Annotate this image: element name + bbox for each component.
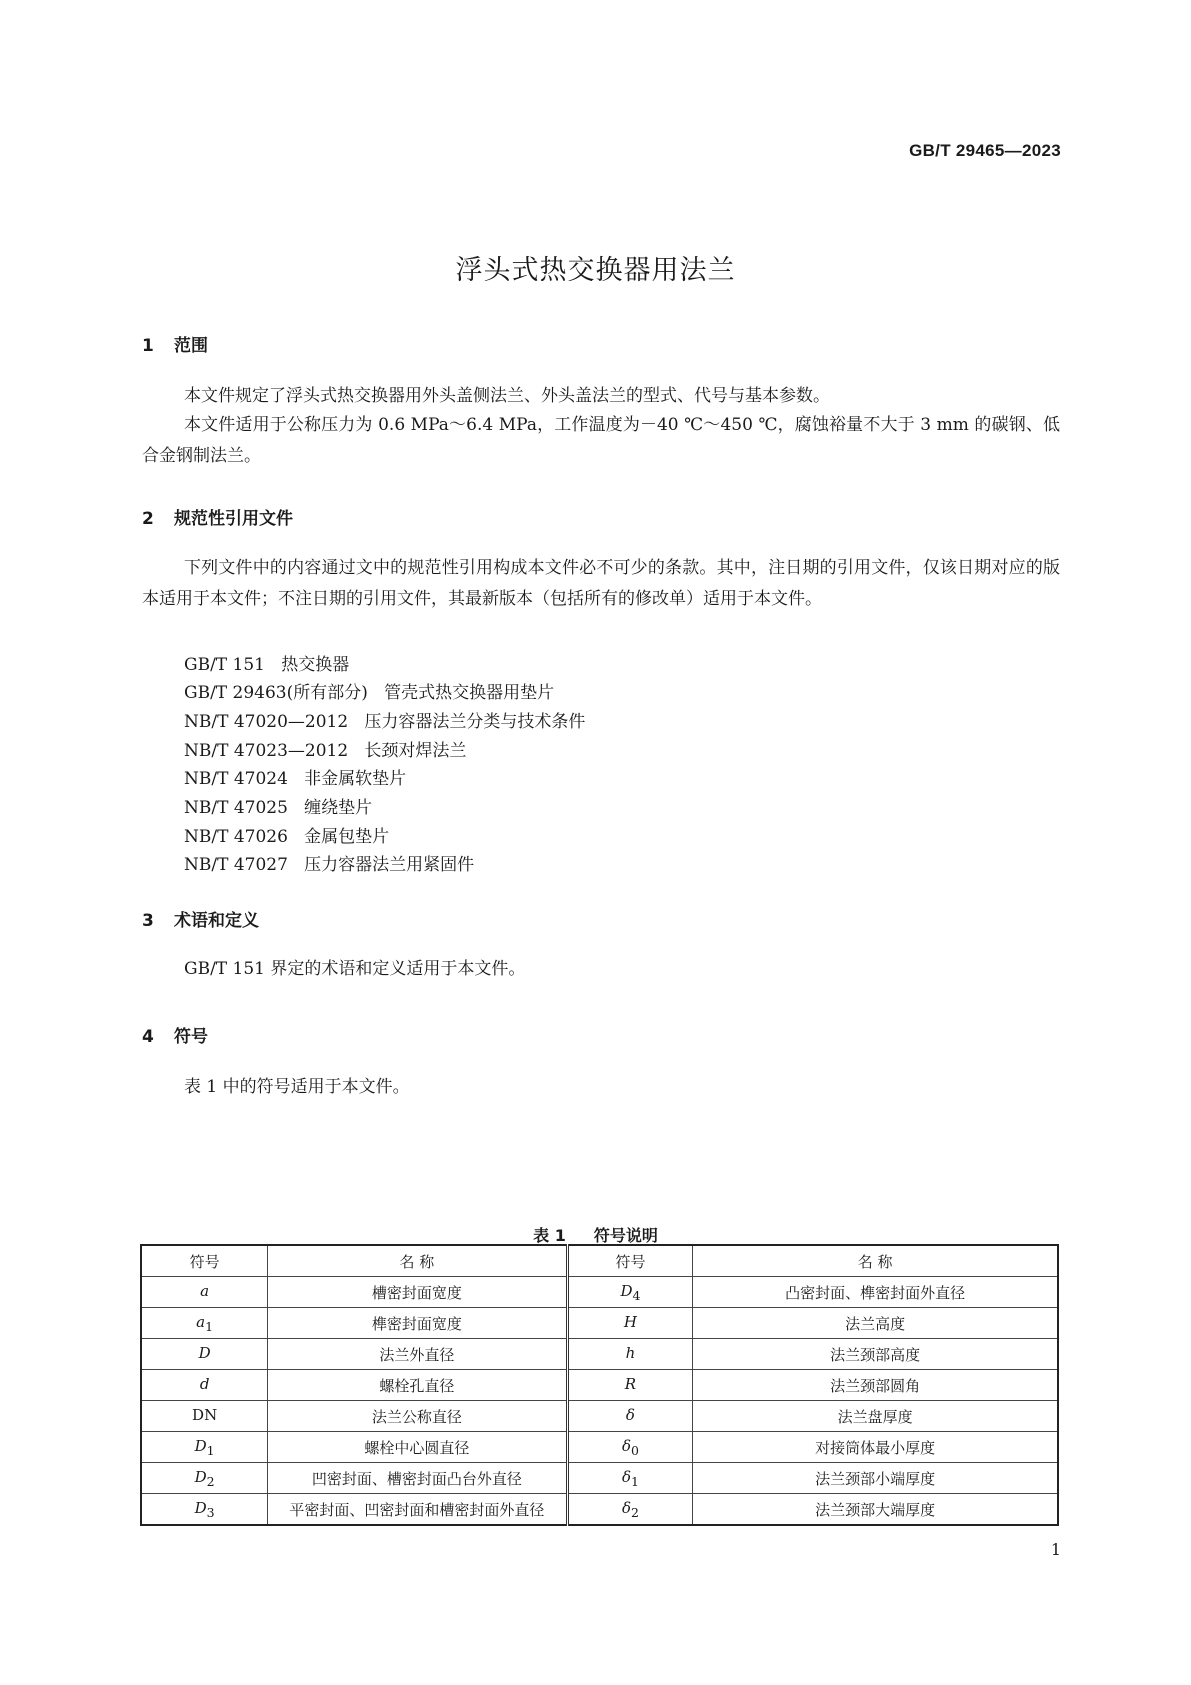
symbol-cell: H (567, 1308, 693, 1339)
symbol-cell: D (141, 1339, 268, 1370)
table-row (141, 1494, 1058, 1526)
name-cell: 法兰颈部小端厚度 (693, 1463, 1058, 1494)
name-cell: 对接筒体最小厚度 (693, 1432, 1058, 1463)
symbol-cell: $\delta_0$ (567, 1432, 693, 1463)
reference-name: 缠绕垫片 (304, 798, 373, 818)
table-caption (0, 1223, 1191, 1246)
name-cell: 法兰颈部大端厚度 (693, 1494, 1058, 1526)
reference-code: NB/T 47020—2012 (184, 712, 349, 732)
table-caption-title: 符号说明 (593, 1226, 658, 1245)
normative-intro: 下列文件中的内容通过文中的规范性引用构成本文件必不可少的条款。其中，注日期的引用文件，仅该日期对应的版本适用于本文件；不注日期的引用文件，其最新版本（包括所有的修改单）适用于本文件。 (142, 558, 1060, 609)
reference-name: 金属包垫片 (304, 827, 390, 847)
reference-item (184, 764, 406, 789)
name-cell: 法兰公称直径 (268, 1401, 567, 1432)
name-cell: 榫密封面宽度 (268, 1308, 567, 1339)
table-row (141, 1308, 1058, 1339)
reference-code: GB/T 29463(所有部分) (184, 683, 368, 703)
section-number: 4 (142, 1027, 154, 1047)
symbol-cell: δ (567, 1401, 693, 1432)
reference-item (184, 736, 466, 761)
name-cell: 法兰盘厚度 (693, 1401, 1058, 1432)
reference-code: NB/T 47025 (184, 798, 288, 818)
name-cell: 凸密封面、榫密封面外直径 (693, 1277, 1058, 1308)
reference-code: NB/T 47026 (184, 827, 288, 847)
symbol-cell: a (141, 1277, 268, 1308)
reference-item (184, 650, 349, 675)
scope-paragraph-2: 本文件适用于公称压力为 0.6 MPa～6.4 MPa，工作温度为－40 ℃～450 ℃，腐蚀裕量不大于 3 mm 的碳钢、低合金钢制法兰。 (142, 415, 1060, 466)
standard-code: GB/T 29465—2023 (909, 141, 1061, 160)
table-row (141, 1432, 1058, 1463)
reference-item (184, 793, 372, 818)
header-symbol: 符号 (567, 1245, 693, 1277)
name-cell: 法兰高度 (693, 1308, 1058, 1339)
symbols-table (140, 1244, 1059, 1526)
section-number: 3 (142, 911, 154, 931)
symbol-cell: $D_4$ (567, 1277, 693, 1308)
reference-code: NB/T 47023—2012 (184, 741, 349, 761)
name-cell: 槽密封面宽度 (268, 1277, 567, 1308)
name-cell: 法兰颈部圆角 (693, 1370, 1058, 1401)
symbol-cell: $D_1$ (141, 1432, 268, 1463)
symbol-cell: R (567, 1370, 693, 1401)
name-cell: 螺栓中心圆直径 (268, 1432, 567, 1463)
symbol-cell: h (567, 1339, 693, 1370)
reference-code: GB/T 151 (184, 655, 265, 675)
symbol-cell: $\delta_2$ (567, 1494, 693, 1526)
reference-item (184, 850, 474, 875)
page-title: 浮头式热交换器用法兰 (455, 255, 736, 286)
reference-name: 长颈对焊法兰 (364, 741, 467, 761)
section-heading-symbols (142, 1022, 208, 1047)
header-name: 名 称 (693, 1245, 1058, 1277)
scope-paragraph-1: 本文件规定了浮头式热交换器用外头盖侧法兰、外头盖法兰的型式、代号与基本参数。 (184, 386, 830, 406)
reference-code: NB/T 47027 (184, 855, 288, 875)
table-row (141, 1339, 1058, 1370)
table-row (141, 1463, 1058, 1494)
section-title: 符号 (174, 1027, 208, 1047)
section-heading-scope (142, 331, 208, 356)
table-header-row (141, 1245, 1058, 1277)
reference-item (184, 678, 554, 703)
symbol-cell: $a_1$ (141, 1308, 268, 1339)
reference-name: 压力容器法兰分类与技术条件 (364, 712, 586, 732)
symbols-paragraph: 表 1 中的符号适用于本文件。 (184, 1077, 410, 1097)
symbol-cell: $D_3$ (141, 1494, 268, 1526)
section-title: 术语和定义 (174, 911, 259, 931)
header-name: 名 称 (268, 1245, 567, 1277)
symbol-cell: $D_2$ (141, 1463, 268, 1494)
table-row (141, 1401, 1058, 1432)
table-row (141, 1370, 1058, 1401)
header-symbol: 符号 (141, 1245, 268, 1277)
table-caption-label: 表 1 (533, 1226, 566, 1245)
table-row (141, 1277, 1058, 1308)
reference-item (184, 707, 585, 732)
terms-paragraph: GB/T 151 界定的术语和定义适用于本文件。 (184, 959, 526, 979)
symbol-cell: $\delta_1$ (567, 1463, 693, 1494)
page-number: 1 (1050, 1540, 1061, 1559)
name-cell: 凹密封面、槽密封面凸台外直径 (268, 1463, 567, 1494)
symbol-cell: DN (141, 1401, 268, 1432)
section-heading-terms (142, 906, 259, 931)
reference-name: 管壳式热交换器用垫片 (384, 683, 555, 703)
reference-item (184, 822, 389, 847)
symbol-cell: d (141, 1370, 268, 1401)
section-number: 1 (142, 336, 154, 356)
section-heading-normative (142, 504, 293, 529)
name-cell: 法兰颈部高度 (693, 1339, 1058, 1370)
name-cell: 平密封面、凹密封面和槽密封面外直径 (268, 1494, 567, 1526)
section-title: 范围 (174, 336, 208, 356)
name-cell: 螺栓孔直径 (268, 1370, 567, 1401)
reference-code: NB/T 47024 (184, 769, 288, 789)
section-number: 2 (142, 509, 154, 529)
section-title: 规范性引用文件 (174, 509, 293, 529)
reference-name: 非金属软垫片 (304, 769, 407, 789)
reference-name: 热交换器 (281, 655, 350, 675)
name-cell: 法兰外直径 (268, 1339, 567, 1370)
reference-name: 压力容器法兰用紧固件 (304, 855, 475, 875)
